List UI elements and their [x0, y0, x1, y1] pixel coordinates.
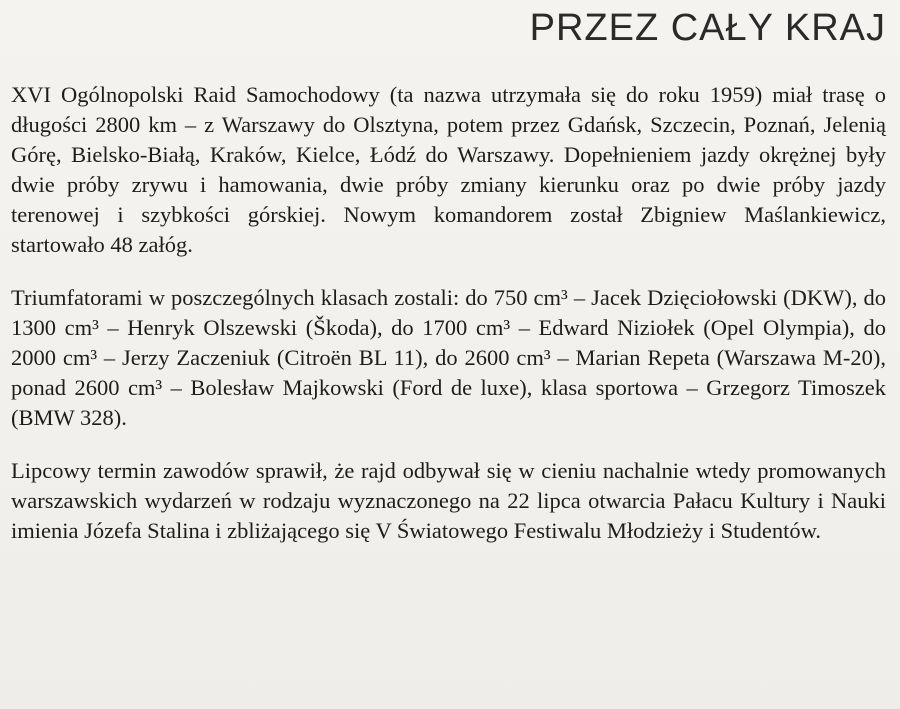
paragraph-route: XVI Ogólnopolski Raid Samochodowy (ta nazwa utrzymała się do roku 1959) miał trasę o długości 2800 km – z Warszawy do Olsztyna, potem przez Gdańsk, Szczecin, Poznań, Jelenią Górę, Bielsko-Białą, Kraków, Kielce, Łódź do Warszawy. Dopełnieniem jazdy okrężnej były dwie próby zrywu i hamowania, dwie próby zmiany kierunku oraz po dwie próby jazdy terenowej i szybkości górskiej. Nowym komandorem został Zbigniew Maślankiewicz, startowało 48 załóg.: [11, 82, 886, 257]
paragraph-winners: Triumfatorami w poszczególnych klasach zostali: do 750 cm³ – Jacek Dzięciołowski (DKW), do 1300 cm³ – Henryk Olszewski (Škoda), do 1700 cm³ – Edward Niziołek (Opel Olympia), do 2000 cm³ – Jerzy Zaczeniuk (Citroën BL 11), do 2600 cm³ – Marian Repeta (Warszawa M-20), ponad 2600 cm³ – Bolesław Majkowski (Ford de luxe), klasa sportowa – Grzegorz Timoszek (BMW 328).: [11, 285, 886, 430]
section-title: PRZEZ CAŁY KRAJ: [529, 7, 886, 49]
paragraph-context: Lipcowy termin zawodów sprawił, że rajd odbywał się w cieniu nachalnie wtedy promowanych warszawskich wydarzeń w rodzaju wyznaczonego na 22 lipca otwarcia Pałacu Kultury i Nauki imienia Józefa Stalina i zbliżającego się V Światowego Festiwalu Młodzieży i Studentów.: [11, 458, 886, 543]
article-body: [11, 80, 886, 569]
